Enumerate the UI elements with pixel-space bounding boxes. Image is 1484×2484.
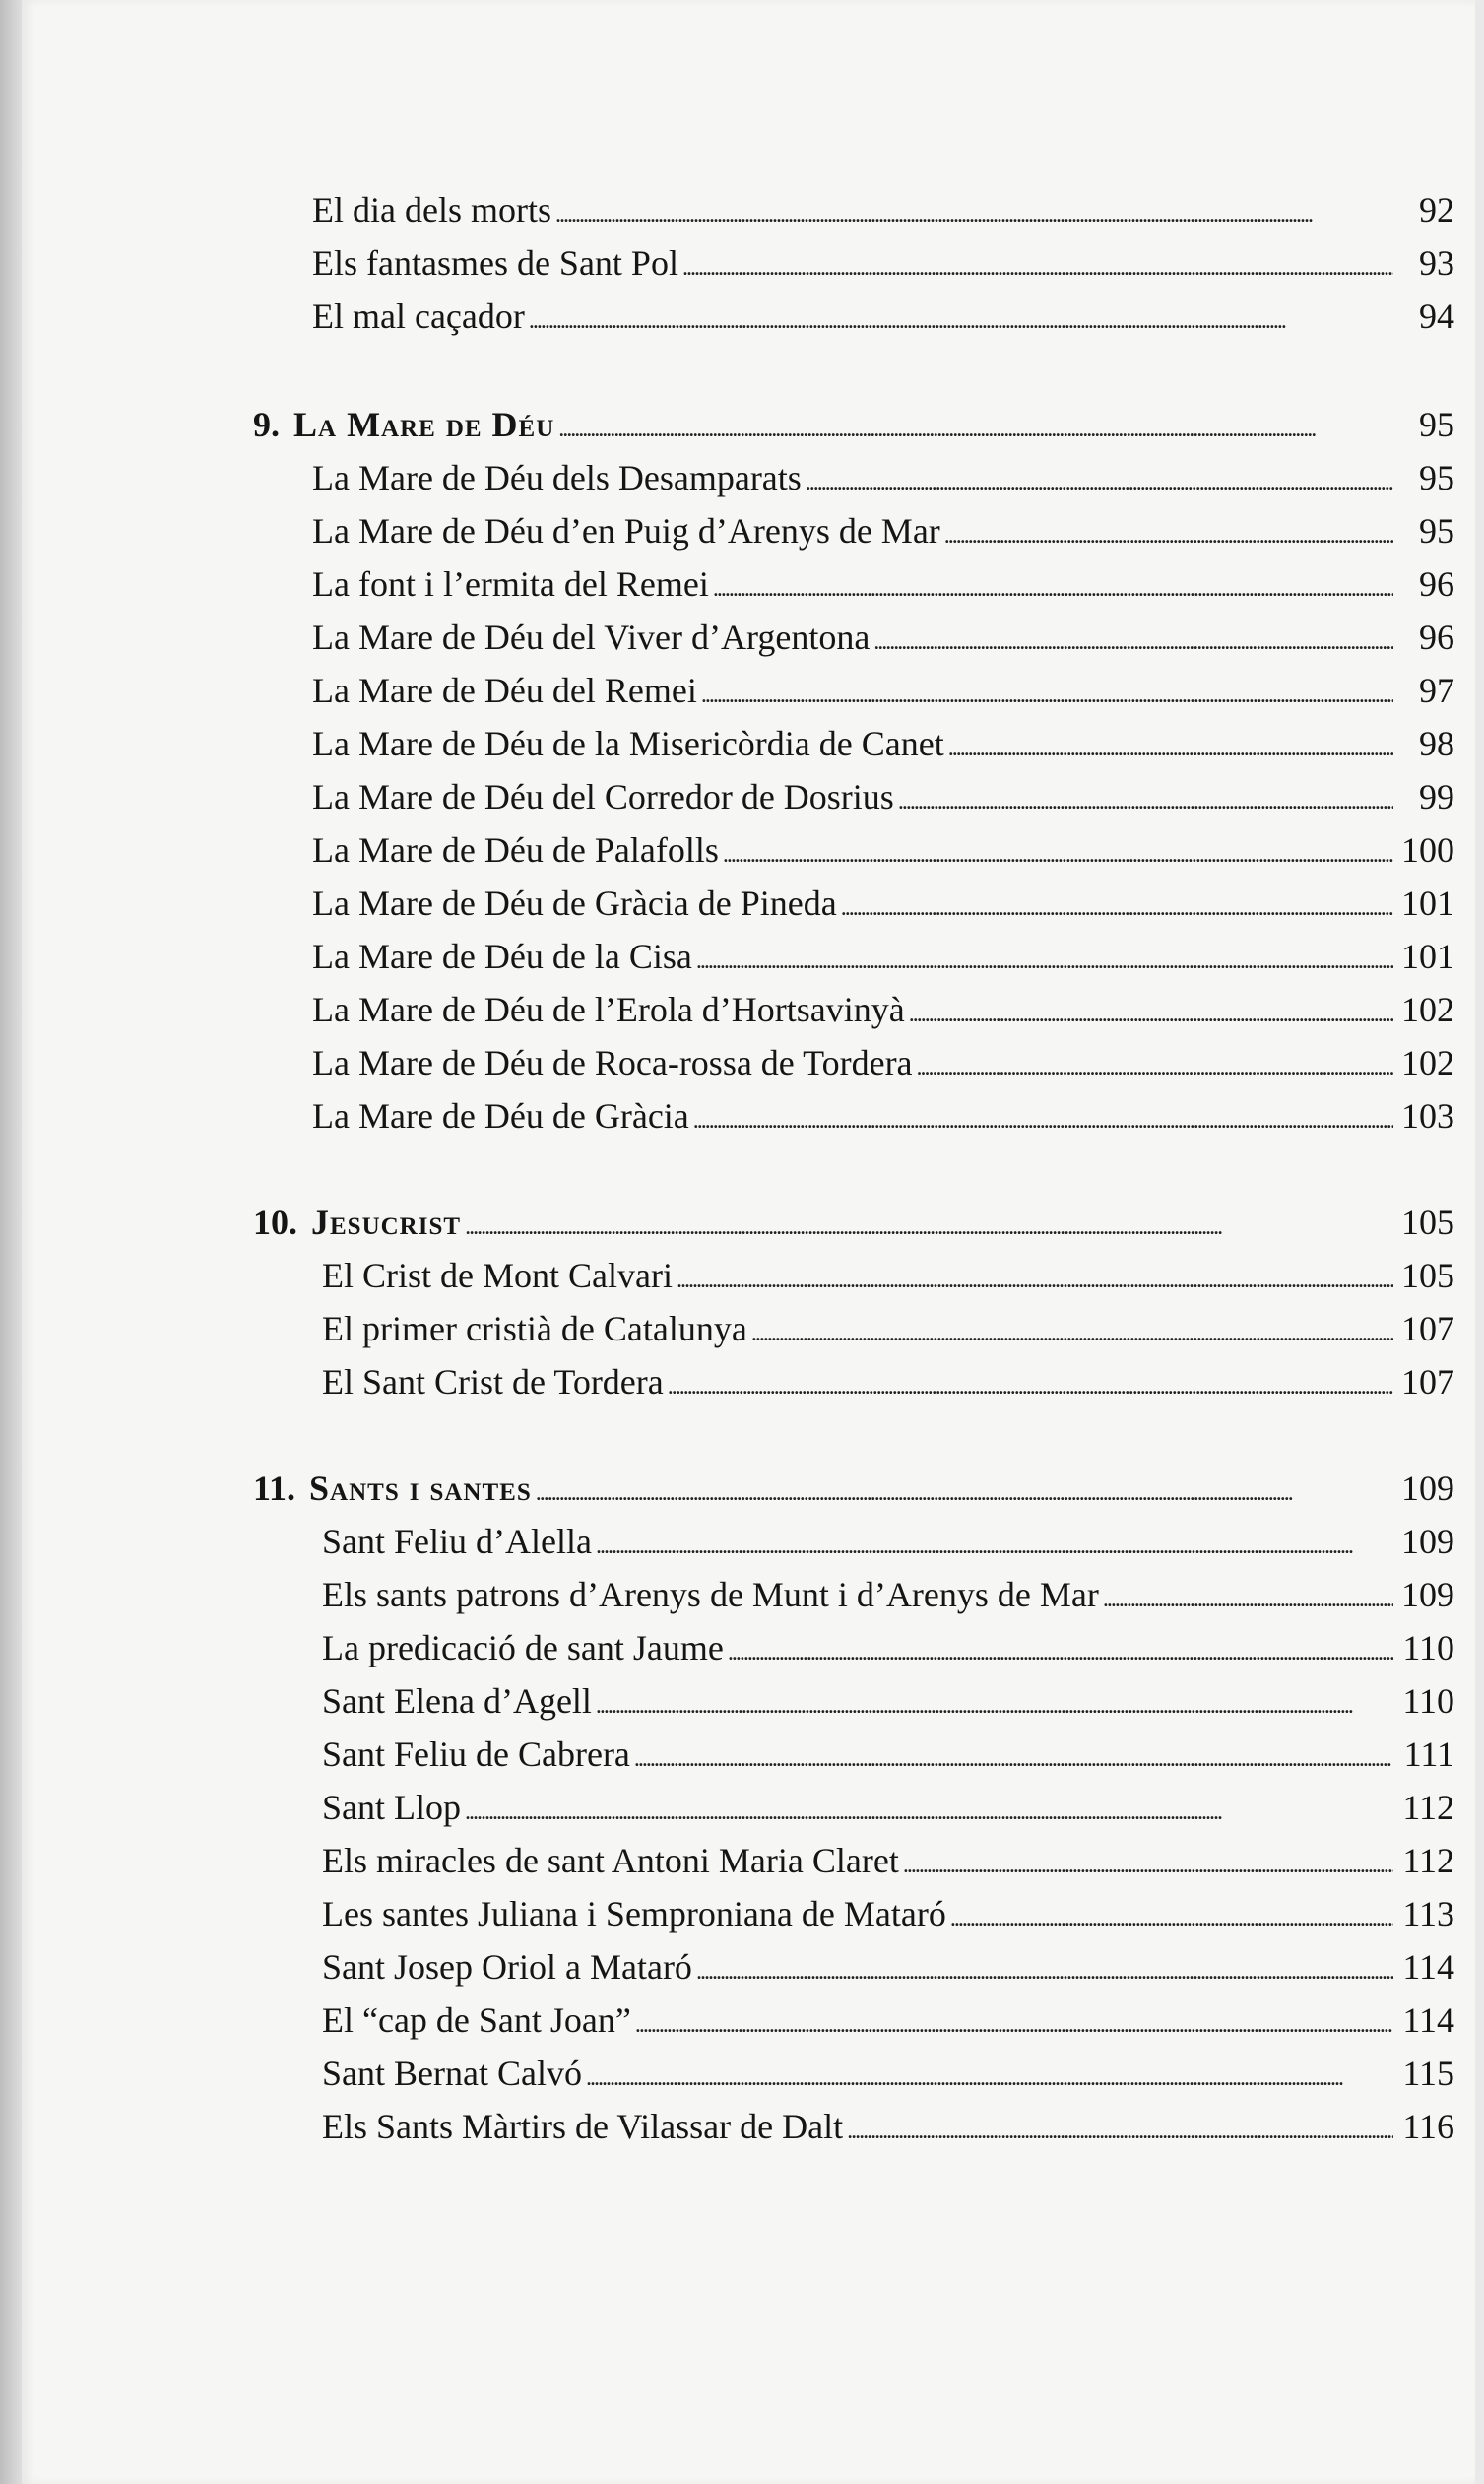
dot-leader (723, 823, 1393, 882)
chapter-title: Sants i santes (309, 1469, 532, 1508)
toc-entry (322, 1355, 1454, 1408)
entry-page: 114 (1402, 1947, 1454, 1987)
entry-page: 103 (1401, 1096, 1454, 1136)
dot-leader (635, 1994, 1393, 2052)
entry-page: 113 (1402, 1894, 1454, 1933)
entry-page: 110 (1402, 1628, 1454, 1667)
toc-entry (322, 2100, 1454, 2153)
entry-title: Les santes Juliana i Semproniana de Mataró (322, 1894, 946, 1933)
entry-page: 98 (1419, 724, 1454, 763)
entry-page: 107 (1401, 1362, 1454, 1402)
entry-title: La Mare de Déu de Palafolls (312, 830, 719, 870)
entry-page: 100 (1401, 830, 1454, 870)
dot-leader (841, 877, 1393, 935)
entry-page: 96 (1419, 618, 1454, 657)
toc-entry (322, 1940, 1454, 1994)
toc-entry (312, 1036, 1454, 1089)
dot-leader (682, 236, 1393, 294)
entry-title: La Mare de Déu d’en Puig d’Arenys de Mar (312, 511, 940, 551)
chapter-title: La Mare de Déu (293, 405, 555, 444)
entry-page: 95 (1419, 458, 1454, 497)
toc-entry (312, 290, 1454, 343)
entry-title: El dia dels morts (312, 190, 551, 229)
dot-leader (950, 1887, 1393, 1945)
toc-entry (312, 183, 1454, 236)
entry-page: 96 (1419, 564, 1454, 604)
toc-entry (322, 1887, 1454, 1940)
entry-page: 99 (1419, 777, 1454, 817)
entry-page: 92 (1419, 190, 1454, 229)
entry-page: 107 (1401, 1309, 1454, 1348)
dot-leader (586, 2047, 1393, 2105)
chapter-heading (253, 1462, 1454, 1515)
toc-entry (322, 1674, 1454, 1728)
dot-leader (596, 1515, 1393, 1573)
dot-leader (917, 1036, 1393, 1094)
entry-page: 115 (1402, 2054, 1454, 2093)
toc-entry (322, 2047, 1454, 2100)
dot-leader (806, 451, 1393, 509)
entry-title: La Mare de Déu del Corredor de Dosrius (312, 777, 894, 817)
entry-page: 112 (1402, 1841, 1454, 1880)
toc-entry (322, 1249, 1454, 1302)
toc-entry (322, 1781, 1454, 1834)
toc-entry (312, 451, 1454, 504)
toc-entry (322, 1302, 1454, 1355)
entry-page: 111 (1403, 1734, 1454, 1774)
dot-leader (948, 717, 1393, 775)
dot-leader (898, 770, 1393, 828)
entry-title: Sant Elena d’Agell (322, 1681, 592, 1721)
toc-entry (312, 504, 1454, 557)
dot-leader (1103, 1568, 1393, 1626)
chapter-heading (253, 1196, 1454, 1249)
dot-leader (465, 1196, 1393, 1254)
dot-leader (713, 557, 1393, 616)
toc-entry (322, 1834, 1454, 1887)
dot-leader (903, 1834, 1393, 1892)
toc-entry (322, 1728, 1454, 1781)
entry-title: La Mare de Déu dels Desamparats (312, 458, 802, 497)
entry-title: El mal caçador (312, 296, 525, 336)
dot-leader (696, 930, 1393, 988)
toc-entry (312, 877, 1454, 930)
dot-leader (944, 504, 1393, 562)
entry-title: Sant Feliu de Cabrera (322, 1734, 630, 1774)
toc-entry (322, 1621, 1454, 1674)
entry-page: 109 (1401, 1522, 1454, 1561)
entry-title: La Mare de Déu de l’Erola d’Hortsavinyà (312, 990, 905, 1029)
toc-entry (312, 770, 1454, 823)
entry-page: 97 (1419, 671, 1454, 710)
entry-title: Els fantasmes de Sant Pol (312, 243, 678, 283)
toc-entry (322, 1568, 1454, 1621)
dot-leader (873, 611, 1393, 669)
chapter-title: Jesucrist (311, 1203, 462, 1242)
entry-page: 112 (1402, 1788, 1454, 1827)
toc-entry (312, 1089, 1454, 1143)
entry-page: 116 (1402, 2107, 1454, 2146)
chapter-page: 109 (1401, 1469, 1454, 1508)
entry-title: La font i l’ermita del Remei (312, 564, 709, 604)
entry-page: 102 (1401, 1043, 1454, 1082)
entry-title: Els sants patrons d’Arenys de Munt i d’Arenys de Mar (322, 1575, 1099, 1614)
page-gutter (0, 0, 22, 2484)
entry-page: 105 (1401, 1256, 1454, 1295)
entry-title: La Mare de Déu del Remei (312, 671, 697, 710)
toc-entry (312, 664, 1454, 717)
entry-title: Els Sants Màrtirs de Vilassar de Dalt (322, 2107, 844, 2146)
toc-entry (312, 236, 1454, 290)
entry-title: El Sant Crist de Tordera (322, 1362, 664, 1402)
dot-leader (751, 1302, 1393, 1360)
dot-leader (847, 2100, 1393, 2158)
toc-entry (312, 717, 1454, 770)
entry-page: 101 (1401, 937, 1454, 976)
dot-leader (701, 664, 1393, 722)
chapter-number: 10. (253, 1203, 297, 1242)
entry-title: Sant Bernat Calvó (322, 2054, 582, 2093)
dot-leader (558, 398, 1393, 456)
entry-page: 93 (1419, 243, 1454, 283)
toc-entry (322, 1994, 1454, 2047)
chapter-number: 11. (253, 1469, 296, 1508)
chapter-heading (253, 398, 1454, 451)
entry-title: Els miracles de sant Antoni Maria Claret (322, 1841, 899, 1880)
chapter-number: 9. (253, 405, 280, 444)
entry-title: El “cap de Sant Joan” (322, 2000, 631, 2040)
entry-page: 95 (1419, 511, 1454, 551)
dot-leader (529, 290, 1393, 348)
dot-leader (555, 183, 1393, 241)
entry-title: Sant Llop (322, 1788, 461, 1827)
entry-title: La Mare de Déu del Viver d’Argentona (312, 618, 871, 657)
dot-leader (596, 1674, 1393, 1732)
toc-entry (312, 611, 1454, 664)
entry-title: La Mare de Déu de la Cisa (312, 937, 692, 976)
dot-leader (465, 1781, 1393, 1839)
dot-leader (668, 1355, 1393, 1413)
entry-title: La Mare de Déu de la Misericòrdia de Canet (312, 724, 944, 763)
dot-leader (909, 983, 1393, 1041)
dot-leader (634, 1728, 1393, 1786)
dot-leader (728, 1621, 1393, 1679)
toc-entry (312, 930, 1454, 983)
entry-page: 114 (1402, 2000, 1454, 2040)
entry-page: 109 (1401, 1575, 1454, 1614)
dot-leader (677, 1249, 1393, 1307)
dot-leader (696, 1940, 1393, 1998)
toc-entry (312, 823, 1454, 877)
book-page (22, 0, 1475, 2484)
chapter-page: 105 (1401, 1203, 1454, 1242)
dot-leader (536, 1462, 1393, 1520)
entry-title: El primer cristià de Catalunya (322, 1309, 747, 1348)
entry-title: La Mare de Déu de Gràcia (312, 1096, 689, 1136)
entry-title: La Mare de Déu de Gràcia de Pineda (312, 883, 837, 923)
entry-page: 94 (1419, 296, 1454, 336)
entry-page: 110 (1402, 1681, 1454, 1721)
entry-title: El Crist de Mont Calvari (322, 1256, 673, 1295)
entry-title: Sant Feliu d’Alella (322, 1522, 592, 1561)
entry-title: Sant Josep Oriol a Mataró (322, 1947, 692, 1987)
entry-page: 101 (1401, 883, 1454, 923)
toc-entry (312, 557, 1454, 611)
chapter-page: 95 (1419, 405, 1454, 444)
toc-entry (322, 1515, 1454, 1568)
entry-title: La Mare de Déu de Roca-rossa de Tordera (312, 1043, 913, 1082)
toc-entry (312, 983, 1454, 1036)
entry-title: La predicació de sant Jaume (322, 1628, 724, 1667)
entry-page: 102 (1401, 990, 1454, 1029)
dot-leader (693, 1089, 1393, 1147)
